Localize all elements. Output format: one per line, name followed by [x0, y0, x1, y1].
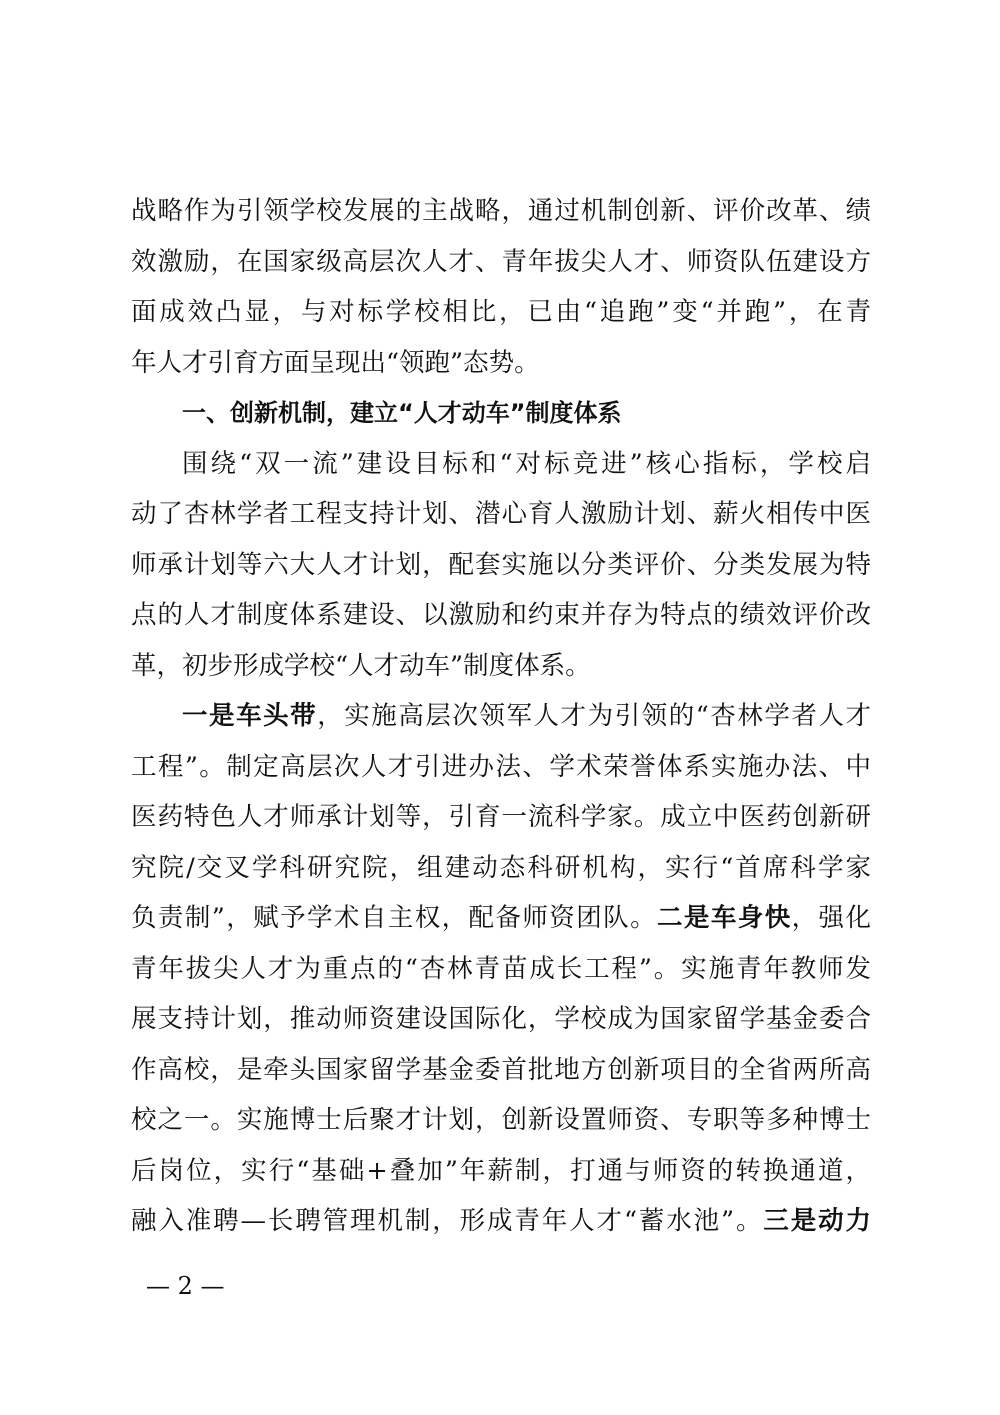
emphasis-text: 三是动力	[763, 1206, 871, 1236]
text-line: 面成效凸显，与对标学校相比，已由“追跑”变“并跑”，在青	[131, 297, 871, 327]
text-line: 效激励，在国家级高层次人才、青年拔尖人才、师资队伍建设方	[131, 246, 871, 277]
text-line: 青年拔尖人才为重点的“杏林青苗成长工程”。实施青年教师发	[131, 953, 871, 984]
text-line: 战略作为引领学校发展的主战略，通过机制创新、评价改革、绩	[131, 196, 871, 226]
text-line: 究院/交叉学科研究院，组建动态科研机构，实行“首席科学家	[131, 852, 871, 883]
text-line	[131, 893, 871, 944]
emphasis-text: 二是车身快	[657, 903, 792, 933]
text-line: 点的人才制度体系建设、以激励和约束并存为特点的绩效评价改	[131, 600, 871, 630]
emphasis-text: 一是车头带	[182, 701, 318, 731]
text-line: 动了杏林学者工程支持计划、潜心育人激励计划、薪火相传中医	[131, 499, 871, 529]
document-body	[131, 186, 871, 1247]
text-line: 校之一。实施博士后聚才计划，创新设置师资、专职等多种博士	[131, 1105, 871, 1135]
text-line: 革，初步形成学校“人才动车”制度体系。	[131, 650, 591, 681]
text-span: ，强化	[791, 903, 871, 933]
text-line: 工程”。制定高层次人才引进办法、学术荣誉体系实施办法、中	[131, 751, 871, 782]
text-line: 围绕“双一流”建设目标和“对标竞进”核心指标，学校启	[182, 448, 871, 479]
text-line: 年人才引育方面呈现出“领跑”态势。	[131, 347, 540, 378]
text-line: 师承计划等六大人才计划，配套实施以分类评价、分类发展为特	[131, 549, 871, 580]
text-span: ，实施高层次领军人才为引领的“杏林学者人才	[317, 701, 871, 731]
text-line: 后岗位，实行“基础+叠加”年薪制，打通与师资的转换通道，	[131, 1155, 871, 1186]
text-span: 负责制”，赋予学术自主权，配备师资团队。	[131, 903, 657, 933]
section-heading: 一、创新机制，建立“人才动车”制度体系	[182, 399, 622, 427]
text-span: 融入准聘—长聘管理机制，形成青年人才“蓄水池”。	[131, 1206, 764, 1236]
text-line: 作高校，是牵头国家留学基金委首批地方创新项目的全省两所高	[131, 1054, 871, 1085]
text-line: 展支持计划，推动师资建设国际化，学校成为国家留学基金委合	[131, 1004, 871, 1034]
text-line: 医药特色人才师承计划等，引育一流科学家。成立中医药创新研	[131, 802, 871, 832]
page-number: — 2 —	[146, 1272, 225, 1300]
text-line	[131, 691, 871, 742]
text-line	[131, 1196, 871, 1247]
